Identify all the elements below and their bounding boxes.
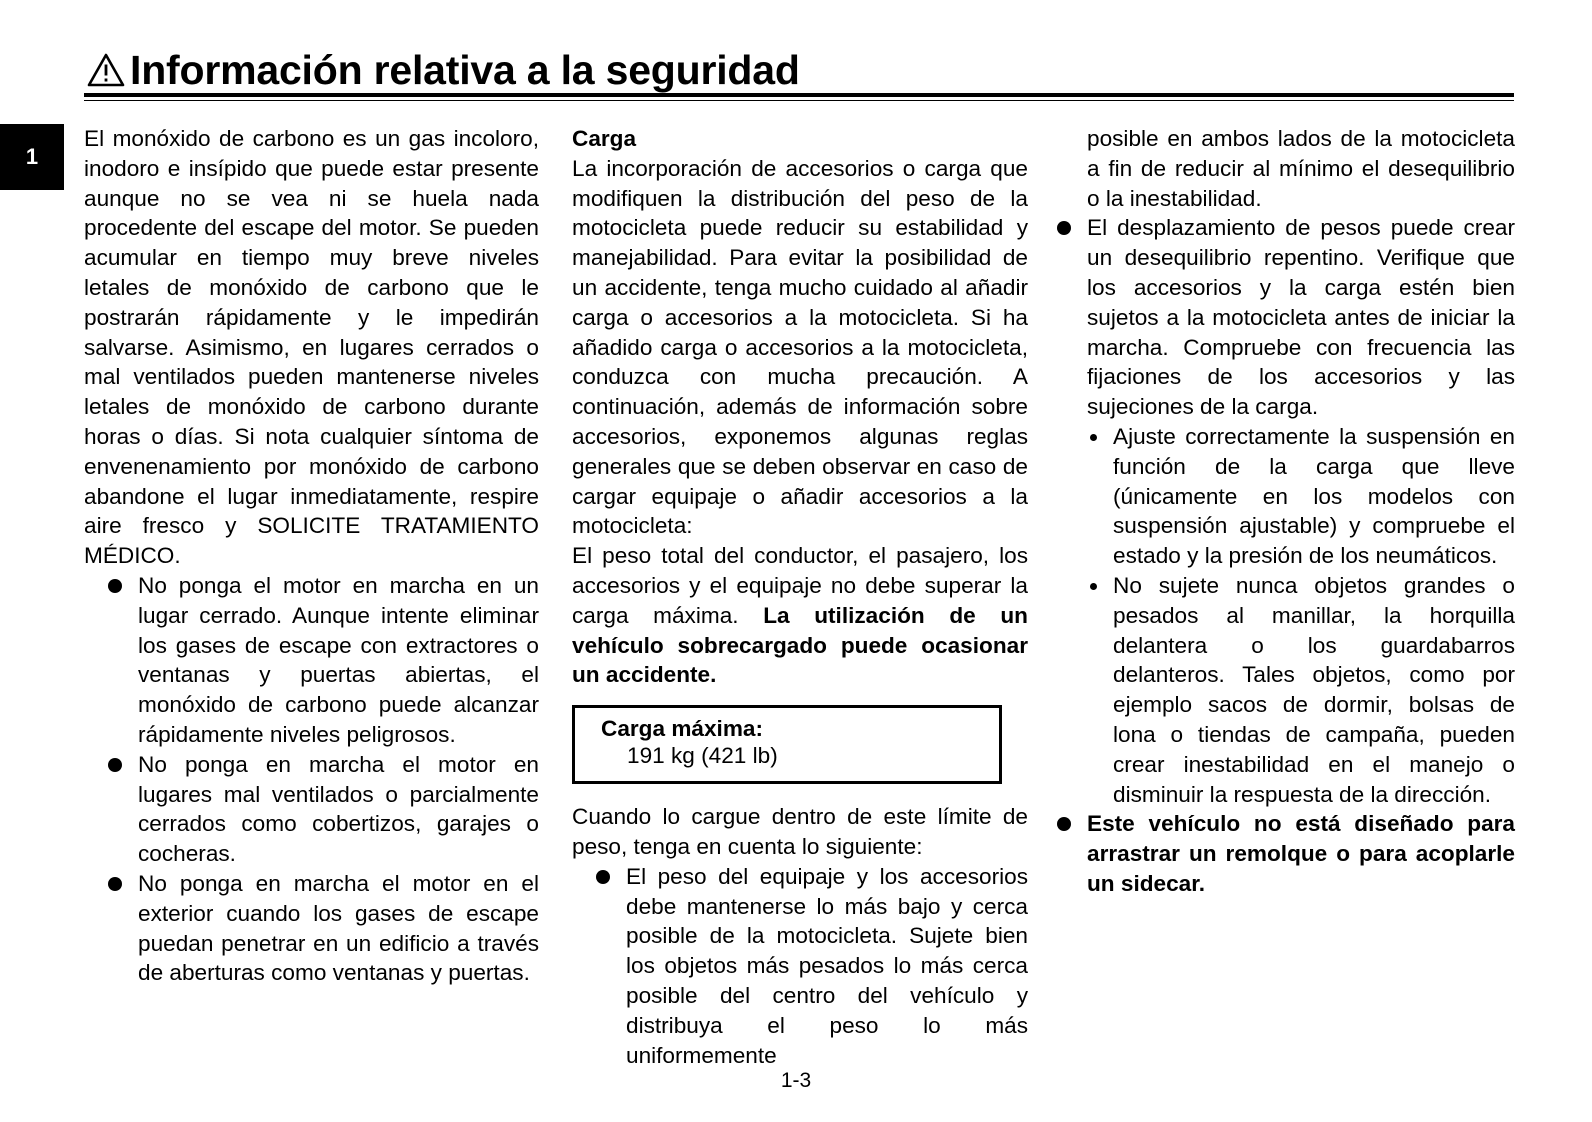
max-load-paragraph bbox=[572, 541, 1028, 690]
warning-triangle-icon bbox=[86, 52, 126, 88]
chapter-tab: 1 bbox=[0, 124, 64, 190]
sub-list-item: No sujete nunca objetos grandes o pesados al manillar, la horquilla delantera o los guardabarros delanteros. Tales objetos, como por ejemplo sacos de dormir, bolsas de lona o tiendas de campaña, pueden crear inestabilidad en el manejo o disminuir la respuesta de la dirección. bbox=[1087, 571, 1515, 809]
within-limit-paragraph: Cuando lo cargue dentro de este límite de peso, tenga en cuenta lo siguiente: bbox=[572, 804, 1028, 859]
list-item: No ponga en marcha el motor en lugares mal ventilados o parcialmente cerrados como cobertizos, garajes o cocheras. bbox=[84, 750, 539, 869]
page-title bbox=[86, 46, 800, 94]
continuation-paragraph: posible en ambos lados de la motocicleta a fin de reducir al mínimo el desequilibrio o la inestabilidad. bbox=[1087, 126, 1515, 211]
sub-bullet-list bbox=[1087, 422, 1515, 809]
co-bullet-list bbox=[84, 571, 539, 988]
list-item: El peso del equipaje y los accesorios debe mantenerse lo más bajo y cerca posible de la motocicleta. Sujete bien los objetos más pesados lo más cerca posible del centro del vehículo y distribuya el peso lo más uniformemente bbox=[572, 862, 1028, 1071]
header-rule-thin bbox=[84, 100, 1514, 101]
load-paragraph: La incorporación de accesorios o carga que modifiquen la distribución del peso de la motocicleta puede reducir su estabilidad y manejabilidad. Para evitar la posibilidad de un accidente, tenga mucho cuidado al añadir carga o accesorios a la motocicleta. Si ha añadido carga o accesorios a la motocicleta, conduzca con mucha precaución. A continuación, además de información sobre accesorios, exponemos algunas reglas generales que se deben observar en caso de cargar equipaje o añadir accesorios a la motocicleta: bbox=[572, 155, 1028, 539]
header-rule bbox=[84, 93, 1514, 97]
max-load-warning: La utilización de un vehículo sobrecargado puede ocasionar un accidente. bbox=[572, 602, 1028, 688]
max-load-box bbox=[572, 705, 1002, 784]
load-bullet-list bbox=[572, 862, 1028, 1071]
page-number: 1-3 bbox=[780, 1069, 812, 1092]
list-item: Este vehículo no está diseñado para arrastrar un remolque o para acoplarle un sidecar. bbox=[1055, 809, 1515, 898]
max-load-text: El peso total del conductor, el pasajero, los accesorios y el equipaje no debe superar la carga máxima. bbox=[572, 543, 1028, 628]
co-intro-paragraph: El monóxido de carbono es un gas incoloro, inodoro e insípido que puede estar presente aunque no se vea ni se huela nada procedente del escape del motor. Se pueden acumular en tiempo muy breve niveles letales de monóxido de carbono que le postrarán rápidamente y le impedirán salvarse. Asimismo, en lugares cerrados o mal ventilados pueden mantenerse niveles letales de monóxido de carbono durante horas o días. Si nota cualquier síntoma de envenenamiento por monóxido de carbono abandone el lugar inmediatamente, respire aire fresco y SOLICITE TRATAMIENTO MÉDICO. bbox=[84, 126, 539, 569]
sub-list-item: Ajuste correctamente la suspensión en función de la carga que lleve (únicamente en los modelos con suspensión ajustable) y compruebe el estado y la presión de los neumáticos. bbox=[1087, 422, 1515, 571]
list-item: No ponga en marcha el motor en el exterior cuando los gases de escape puedan penetrar en un edificio a través de aberturas como ventanas y puertas. bbox=[84, 869, 539, 988]
page-title-text: Información relativa a la seguridad bbox=[130, 47, 800, 93]
section-heading: Carga bbox=[572, 126, 637, 151]
column-2 bbox=[572, 124, 1028, 1070]
list-item bbox=[1055, 213, 1515, 809]
load-bullet-list-cont bbox=[1087, 213, 1515, 898]
max-load-label: Carga máxima: bbox=[601, 716, 763, 742]
column-3 bbox=[1087, 124, 1515, 899]
list-item: No ponga el motor en marcha en un lugar cerrado. Aunque intente eliminar los gases de escape con extractores o ventanas y puertas abiertas, el monóxido de carbono puede alcanzar rápidamente niveles peligrosos. bbox=[84, 571, 539, 750]
list-item-text: El desplazamiento de pesos puede crear un desequilibrio repentino. Verifique que los accesorios y la carga estén bien sujetos a la motocicleta antes de iniciar la marcha. Compruebe con frecuencia las fijaciones de los accesorios y las sujeciones de la carga. bbox=[1087, 215, 1515, 420]
column-1 bbox=[84, 124, 539, 988]
max-load-value: 191 kg (421 lb) bbox=[627, 743, 778, 769]
